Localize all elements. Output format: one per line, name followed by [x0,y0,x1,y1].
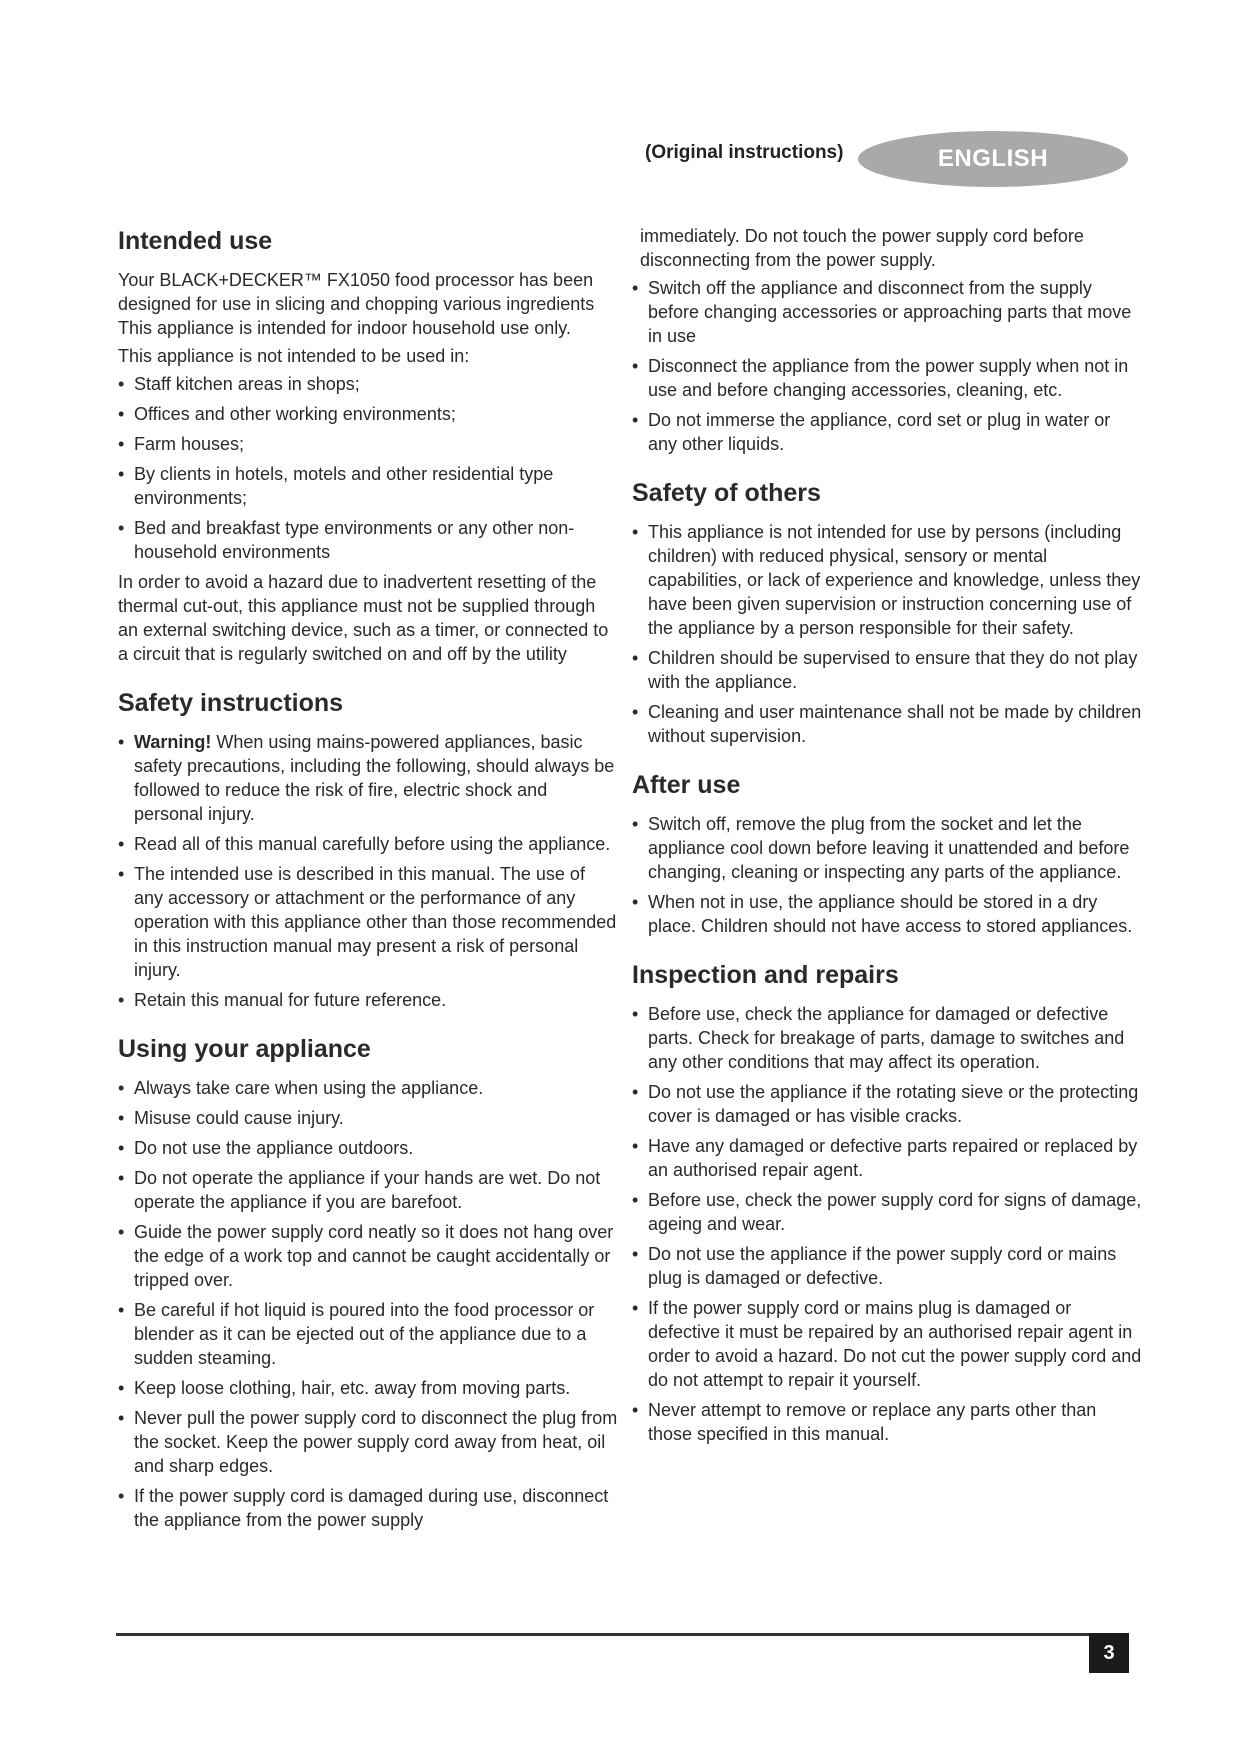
list-item: • When not in use, the appliance should be stored in a dry place. Children should not have access to stored appliances. [632,890,1142,938]
list-item: • By clients in hotels, motels and other residential type environments; [118,462,618,510]
left-column [118,206,618,1538]
list-item: • Before use, check the appliance for damaged or defective parts. Check for breakage of parts, damage to switches and any other conditions that may affect its operation. [632,1002,1142,1074]
list-item: • If the power supply cord is damaged during use, disconnect the appliance from the power supply [118,1484,618,1532]
section-title-safety-instructions: Safety instructions [118,689,344,717]
list-item: • The intended use is described in this manual. The use of any accessory or attachment or the performance of any operation with this appliance other than those recommended in this instruction manual may present a risk of personal injury. [118,862,618,982]
warning-item [118,730,618,826]
list-item: • Do not immerse the appliance, cord set or plug in water or any other liquids. [632,408,1142,456]
list-item: • Be careful if hot liquid is poured into the food processor or blender as it can be ejected out of the appliance due to a sudden steaming. [118,1298,618,1370]
list-item: • This appliance is not intended for use by persons (including children) with reduced physical, sensory or mental capabilities, or lack of experience and knowledge, unless they have been given supervision or instruction concerning use of the appliance by a person responsible for their safety. [632,520,1142,640]
list-item: • Always take care when using the appliance. [118,1076,618,1100]
list-item: • Before use, check the power supply cord for signs of damage, ageing and wear. [632,1188,1142,1236]
section-title-after-use: After use [632,771,741,799]
list-item: • Guide the power supply cord neatly so it does not hang over the edge of a work top and cannot be caught accidentally or tripped over. [118,1220,618,1292]
right-column [632,206,1142,1452]
continued-text: immediately. Do not touch the power supply cord before disconnecting from the power supply. [640,226,1084,270]
list-item: • Switch off, remove the plug from the socket and let the appliance cool down before leaving it unattended and before changing, cleaning or inspecting any parts of the appliance. [632,812,1142,884]
safety-of-others-list [632,520,1142,748]
list-item: • Never pull the power supply cord to disconnect the plug from the socket. Keep the power supply cord away from heat, oil and sharp edges. [118,1406,618,1478]
warning-label: Warning! [134,732,212,752]
inspection-list [632,1002,1142,1446]
list-item: • Offices and other working environments; [118,402,618,426]
page-number: 3 [1089,1633,1129,1673]
warning-text: When using mains-powered appliances, basic safety precautions, including the following, should always be followed to reduce the risk of fire, electric shock and personal injury. [134,732,615,824]
using-appliance-list [118,1076,618,1532]
original-instructions-label: (Original instructions) [645,142,844,163]
intended-use-para-3: In order to avoid a hazard due to inadvertent resetting of the thermal cut-out, this appliance must not be supplied through an external switching device, such as a timer, or connected to a circuit that is regularly switched on and off by the utility [118,572,609,664]
section-title-inspection: Inspection and repairs [632,961,899,989]
list-item: • Farm houses; [118,432,618,456]
language-badge: ENGLISH [858,131,1128,187]
list-item: • Never attempt to remove or replace any parts other than those specified in this manual. [632,1398,1142,1446]
section-title-using-appliance: Using your appliance [118,1035,371,1063]
using-appliance-list-continued [632,276,1142,456]
list-item: • Do not use the appliance if the rotating sieve or the protecting cover is damaged or has visible cracks. [632,1080,1142,1128]
list-item: • Have any damaged or defective parts repaired or replaced by an authorised repair agent. [632,1134,1142,1182]
list-item: • If the power supply cord or mains plug is damaged or defective it must be repaired by an authorised repair agent in order to avoid a hazard. Do not cut the power supply cord and do not attempt to repair it yourself. [632,1296,1142,1392]
section-title-safety-of-others: Safety of others [632,479,821,507]
section-title-intended-use: Intended use [118,227,273,255]
list-item: • Keep loose clothing, hair, etc. away from moving parts. [118,1376,618,1400]
list-item: • Switch off the appliance and disconnect from the supply before changing accessories or approaching parts that move in use [632,276,1142,348]
after-use-list [632,812,1142,938]
safety-instructions-list [118,730,618,1012]
list-item: • Do not use the appliance if the power supply cord or mains plug is damaged or defective. [632,1242,1142,1290]
intended-use-list [118,372,618,564]
list-item: • Children should be supervised to ensure that they do not play with the appliance. [632,646,1142,694]
list-item: • Misuse could cause injury. [118,1106,618,1130]
footer-rule [116,1633,1089,1636]
list-item: • Do not operate the appliance if your hands are wet. Do not operate the appliance if you are barefoot. [118,1166,618,1214]
intended-use-para-2: This appliance is not intended to be used in: [118,346,470,366]
list-item: • Disconnect the appliance from the power supply when not in use and before changing accessories, cleaning, etc. [632,354,1142,402]
list-item: • Read all of this manual carefully before using the appliance. [118,832,618,856]
list-item: • Staff kitchen areas in shops; [118,372,618,396]
intended-use-para-1: Your BLACK+DECKER™ FX1050 food processor has been designed for use in slicing and chopping various ingredients This appliance is intended for indoor household use only. [118,270,595,338]
list-item: • Do not use the appliance outdoors. [118,1136,618,1160]
list-item: • Retain this manual for future reference. [118,988,618,1012]
list-item: • Bed and breakfast type environments or any other non-household environments [118,516,618,564]
list-item: • Cleaning and user maintenance shall not be made by children without supervision. [632,700,1142,748]
